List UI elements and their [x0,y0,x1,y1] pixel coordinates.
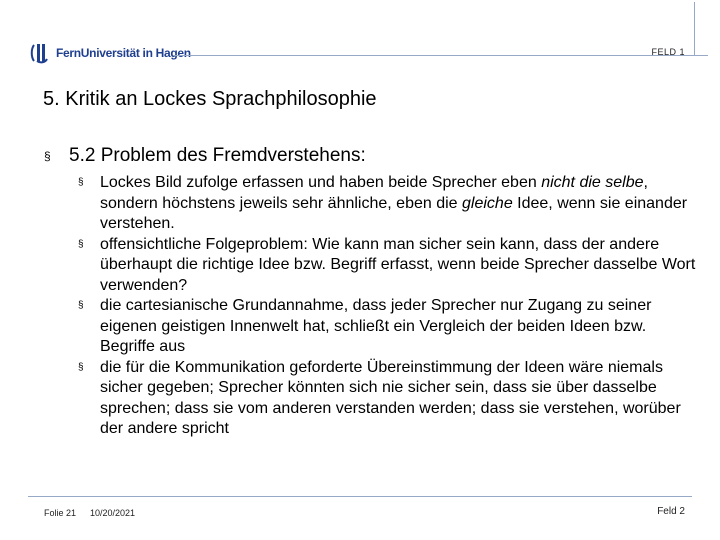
list-text: die für die Kommunikation geforderte Übereinstimmung der Ideen wäre niemals sicher gegeben; Sprecher könnten sich nie sicher sein, dass sie über dasselbe sprechen; dass sie vom anderen verstanden werden; dass sie verstehen, worüber der andere spricht [100,358,681,437]
list-item [78,173,698,235]
heading-bullet: § [44,149,51,163]
list-item [78,235,698,297]
list-bullet: § [78,177,84,188]
logo-text: FernUniversität in Hagen [56,46,191,60]
slide-title: 5. Kritik an Lockes Sprachphilosophie [43,88,377,110]
list-text: offensichtliche Folgeproblem: Wie kann man sicher sein kann, dass der andere überhaupt die richtige Idee bzw. Begriff erfasst, wenn beide Sprecher dasselbe Wort verwenden? [100,235,696,294]
slide-number: Folie 21 [44,508,77,518]
header-field-label: FELD 1 [651,47,685,57]
section-heading [44,145,366,167]
list-bullet: § [78,300,84,311]
university-logo [30,40,191,66]
footer-field-label: Feld 2 [657,506,685,517]
footer-date: 10/20/2021 [90,508,136,518]
list-text: die cartesianische Grundannahme, dass jeder Sprecher nur Zugang zu seiner eigenen geistigen Innenwelt hat, schließt ein Vergleich der beiden Ideen bzw. Begriffe aus [100,297,652,355]
header-vertical-rule [694,2,695,55]
list-item [78,296,698,358]
footer-rule [28,496,692,497]
list-text: Lockes Bild zufolge erfassen und haben beide Sprecher eben nicht die selbe, sondern höchstens jeweils sehr ähnliche, eben die gleiche Idee, wenn sie einander verstehen. [100,174,688,232]
heading-text: 5.2 Problem des Fremdverstehens: [69,145,366,166]
list-item [78,358,698,440]
fernuni-logo-icon [30,42,52,64]
bullet-list [78,173,698,440]
list-bullet: § [78,238,84,250]
list-bullet: § [78,361,84,373]
header-rule [173,55,708,56]
